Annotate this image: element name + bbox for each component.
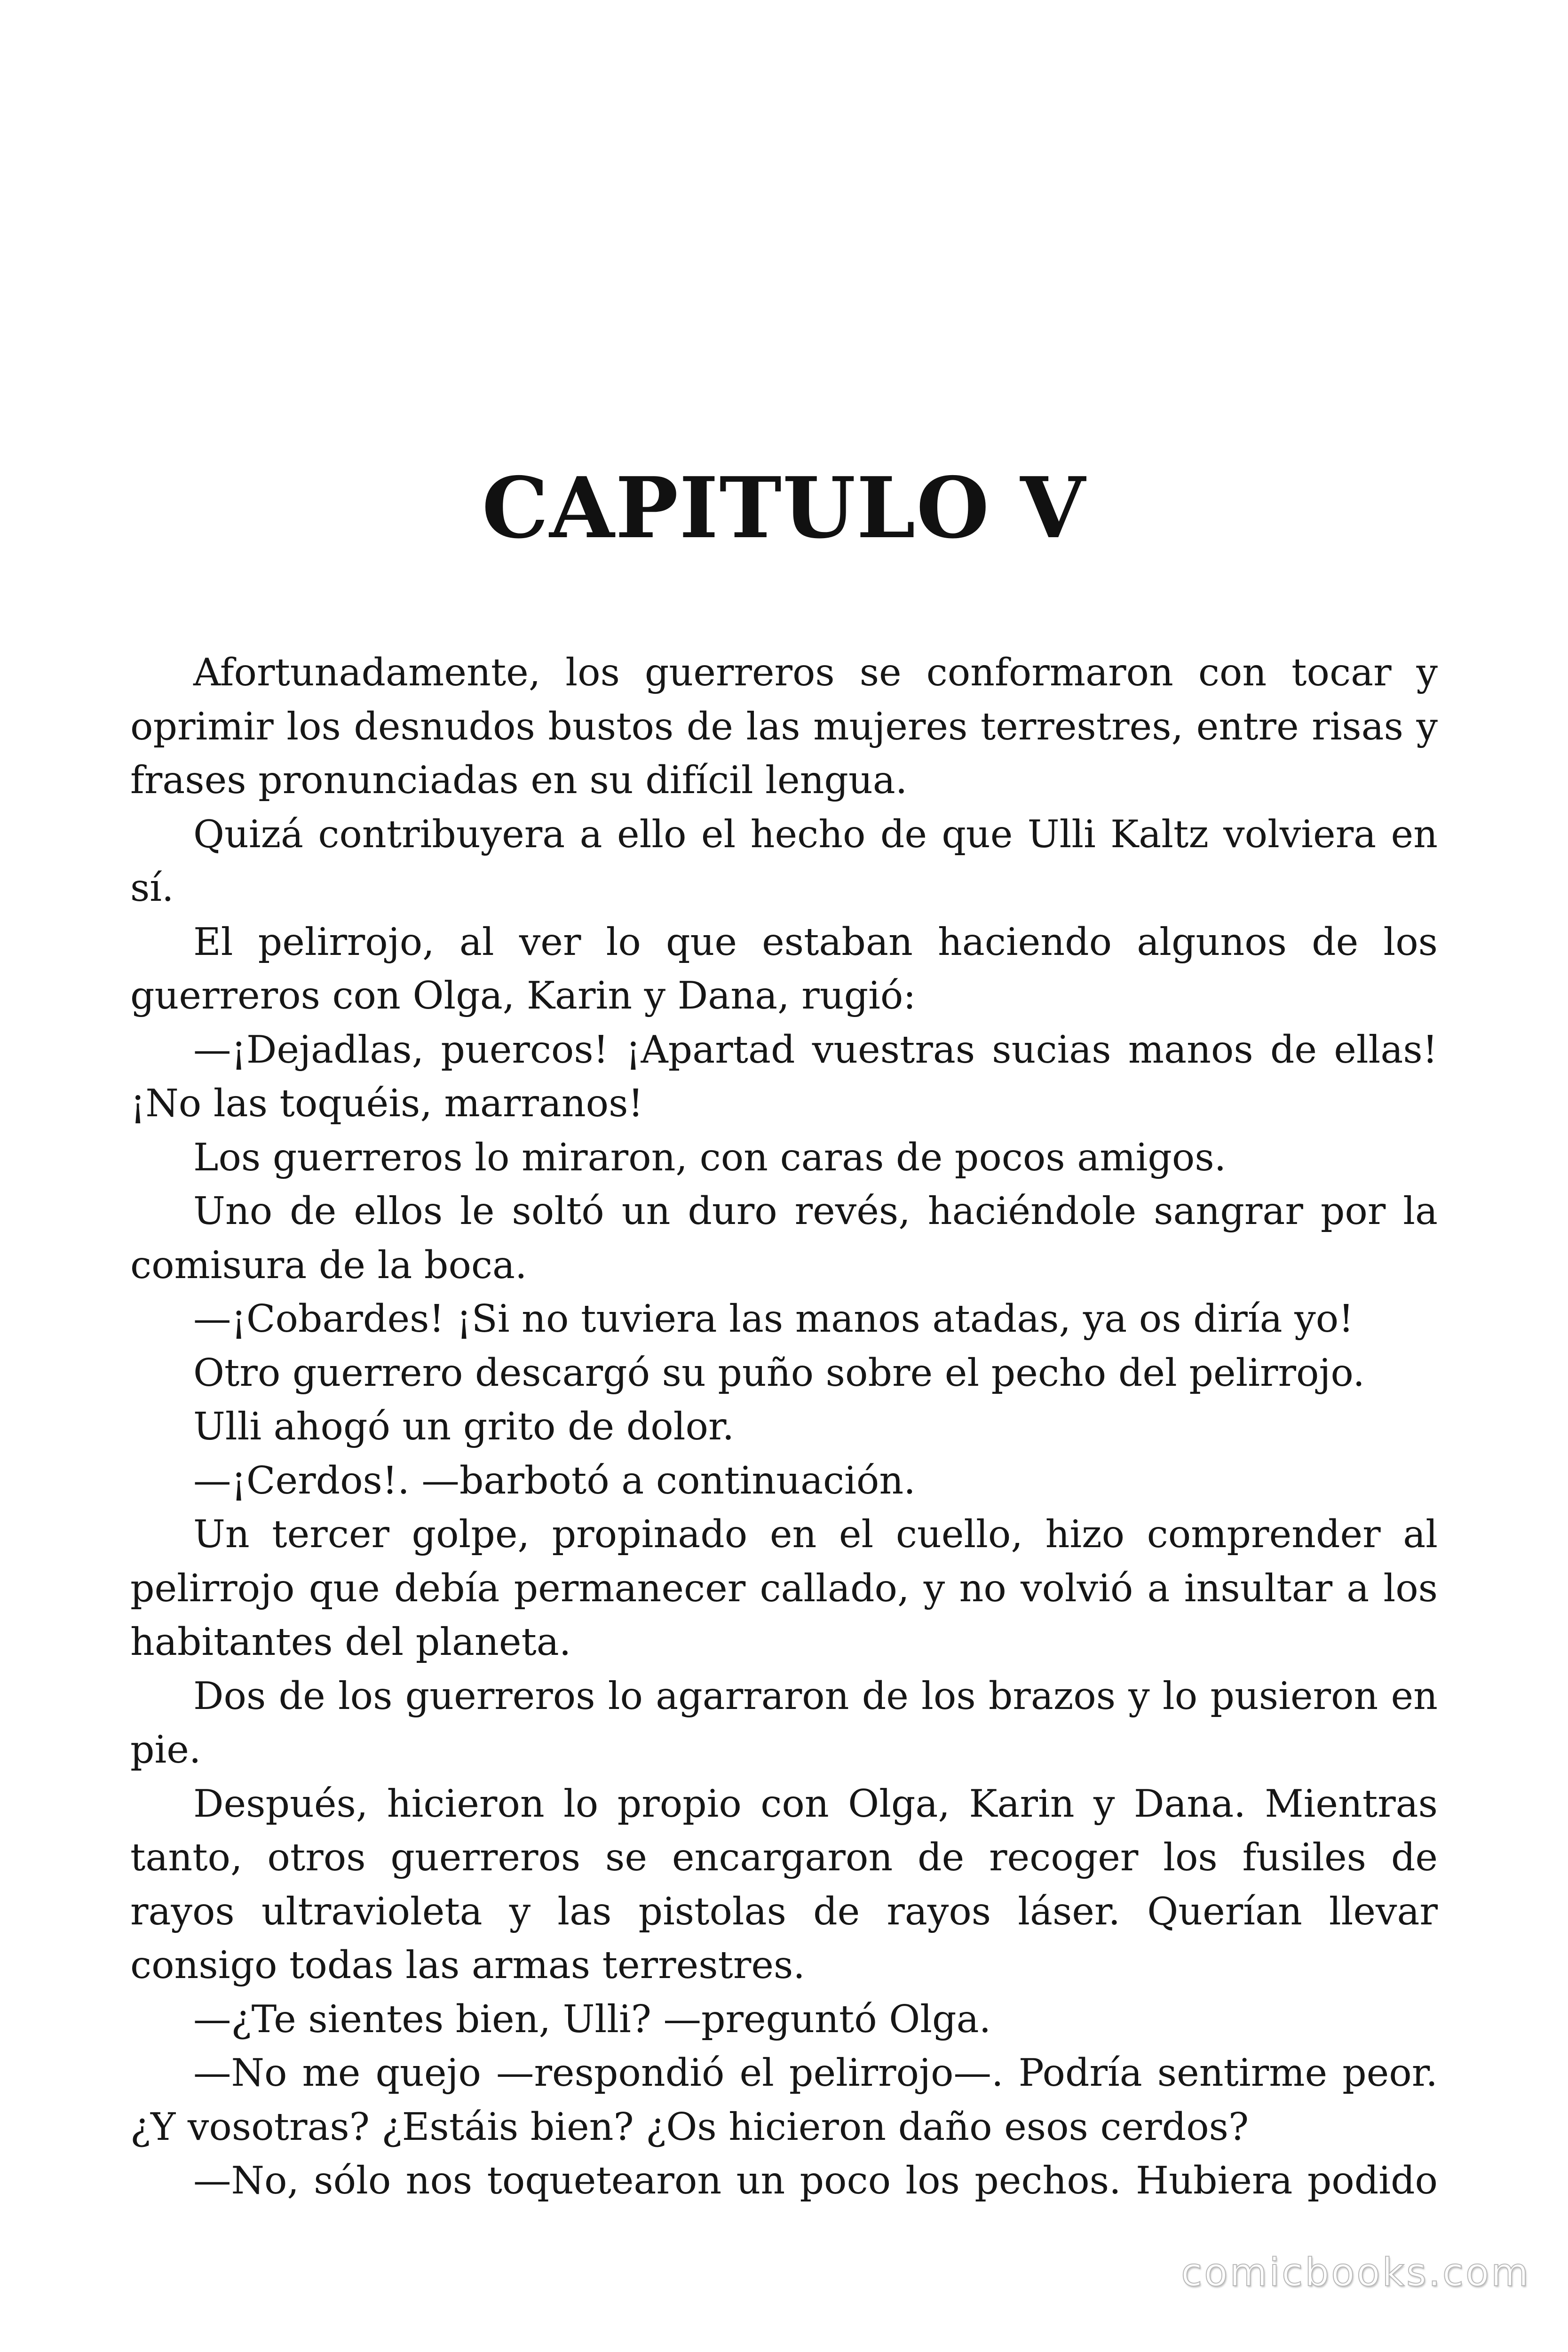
chapter-body (130, 645, 1438, 2208)
paragraph: Dos de los guerreros lo agarraron de los brazos y lo pusieron en pie. (130, 1673, 1438, 1772)
paragraph: Quizá contribuyera a ello el hecho de que Ulli Kaltz volviera en sí. (130, 811, 1438, 910)
paragraph: Uno de ellos le soltó un duro revés, haciéndole sangrar por la comisura de la boca. (130, 1189, 1438, 1287)
paragraph: Afortunadamente, los guerreros se conformaron con tocar y oprimir los desnudos bustos de las mujeres terrestres, entre risas y frases pronunciadas en su difícil lengua. (130, 650, 1438, 802)
paragraph: Después, hicieron lo propio con Olga, Karin y Dana. Mientras tanto, otros guerreros se encargaron de recoger los fusiles de rayos ultravioleta y las pistolas de rayos láser. Querían llevar consigo todas las armas terrestres. (130, 1781, 1438, 1987)
paragraph: —¡Dejadlas, puercos! ¡Apartad vuestras sucias manos de ellas! ¡No las toquéis, marranos! (130, 1027, 1438, 1125)
paragraph: Los guerreros lo miraron, con caras de pocos amigos. (193, 1135, 1227, 1179)
paragraph: —¡Cerdos!. —barbotó a continuación. (193, 1458, 916, 1502)
paragraph: —No, sólo nos toquetearon un poco los pechos. Hubiera podido (193, 2158, 1438, 2202)
paragraph: —¿Te sientes bien, Ulli? —preguntó Olga. (193, 1996, 991, 2041)
paragraph: —¡Cobardes! ¡Si no tuviera las manos atadas, ya os diría yo! (193, 1296, 1354, 1341)
paragraph: Ulli ahogó un grito de dolor. (193, 1404, 735, 1448)
paragraph: El pelirrojo, al ver lo que estaban haciendo algunos de los guerreros con Olga, Karin y Dana, rugió: (130, 919, 1438, 1017)
watermark: comicbooks.com (1181, 2250, 1530, 2295)
chapter-title: CAPITULO V (482, 459, 1086, 557)
paragraph: Un tercer golpe, propinado en el cuello, hizo comprender al pelirrojo que debía permanecer callado, y no volvió a insultar a los habitantes del planeta. (130, 1512, 1438, 1664)
paragraph: Otro guerrero descargó su puño sobre el pecho del pelirrojo. (193, 1350, 1365, 1395)
paragraph: —No me quejo —respondió el pelirrojo—. Podría sentirme peor. ¿Y vosotras? ¿Estáis bien? ¿Os hicieron daño esos cerdos? (130, 2050, 1438, 2149)
